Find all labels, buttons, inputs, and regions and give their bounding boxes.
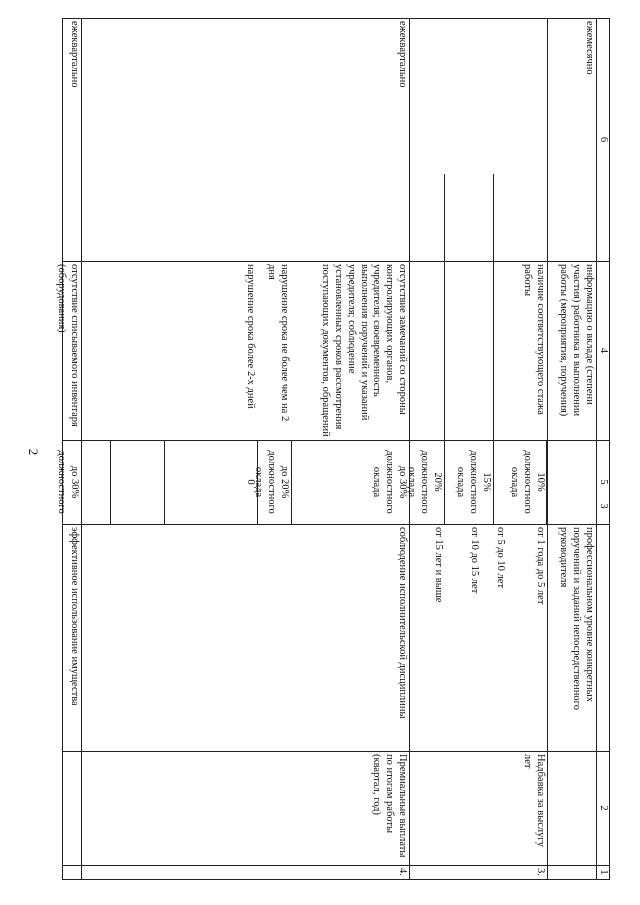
header-col-6: 6 (598, 136, 609, 143)
header-col-3: 3 (598, 503, 609, 509)
row3-value-3: 20% должностного оклада (406, 450, 443, 514)
row5-period: ежеквартально (69, 21, 80, 88)
row3-number: 3. (535, 868, 546, 876)
row3-criterion-2: от 5 до 10 лет (495, 527, 506, 589)
page-number: 2 (26, 448, 41, 456)
row4-value-2: до 20% должностного оклада (253, 450, 290, 514)
row3-value-1: 10% должностного оклада (509, 450, 546, 514)
header-col-2: 2 (598, 805, 609, 811)
row3-criterion-1: от 1 года до 5 лет (535, 527, 546, 605)
row4-value-3: 0 (245, 479, 256, 485)
row4-period: ежеквартально (397, 21, 408, 88)
cont-period: ежемесячно (584, 21, 595, 75)
row4-number: 4. (397, 868, 408, 876)
row4-value-1: до 30% должностного оклада (371, 450, 408, 514)
row5-criterion: эффективное использование имущества (69, 527, 80, 706)
row4-condition-1: отсутствие замечаний со стороны контролирующих органов, учредителя; своевременность выполнения поручений и указаний учредителя; соблюдение установленных сроков рассмотрения поступающих документов, обращений (320, 264, 408, 437)
row4-condition-3: нарушение срока более 2-х дней (245, 264, 256, 409)
rotated-table (56, 18, 610, 880)
header-col-5: 5 (598, 479, 609, 485)
cont-criterion: профессиональном уровне конкретных поручений и заданий непосредственного руководителя (558, 527, 595, 710)
row3-criterion-4: от 15 лет и выше (433, 527, 444, 603)
row4-condition-2: нарушение срока не более чем на 2 дня (266, 264, 290, 422)
row4-criterion: соблюдение исполнительской дисциплины (397, 527, 408, 719)
header-col-1: 1 (598, 869, 609, 875)
row3-condition: наличие соответствующего стажа работы (522, 264, 546, 415)
row5-condition: отсутствие списываемого инвентаря (оборудования) (56, 264, 80, 427)
cont-condition: информацию о вкладе (степени участия) работника в выполнении работы (мероприятия, поручения) (558, 264, 595, 417)
row4-name: Премиальные выплаты по итогам работы (квартал, год) (371, 754, 408, 858)
row5-value: до 30% должностного (56, 450, 80, 514)
row3-criterion-3: от 10 до 15 лет (469, 527, 480, 594)
header-col-4: 4 (598, 347, 609, 354)
row3-value-2: 15% должностного оклада (455, 450, 492, 514)
row3-name: Надбавка за выслугу лет (522, 754, 546, 847)
